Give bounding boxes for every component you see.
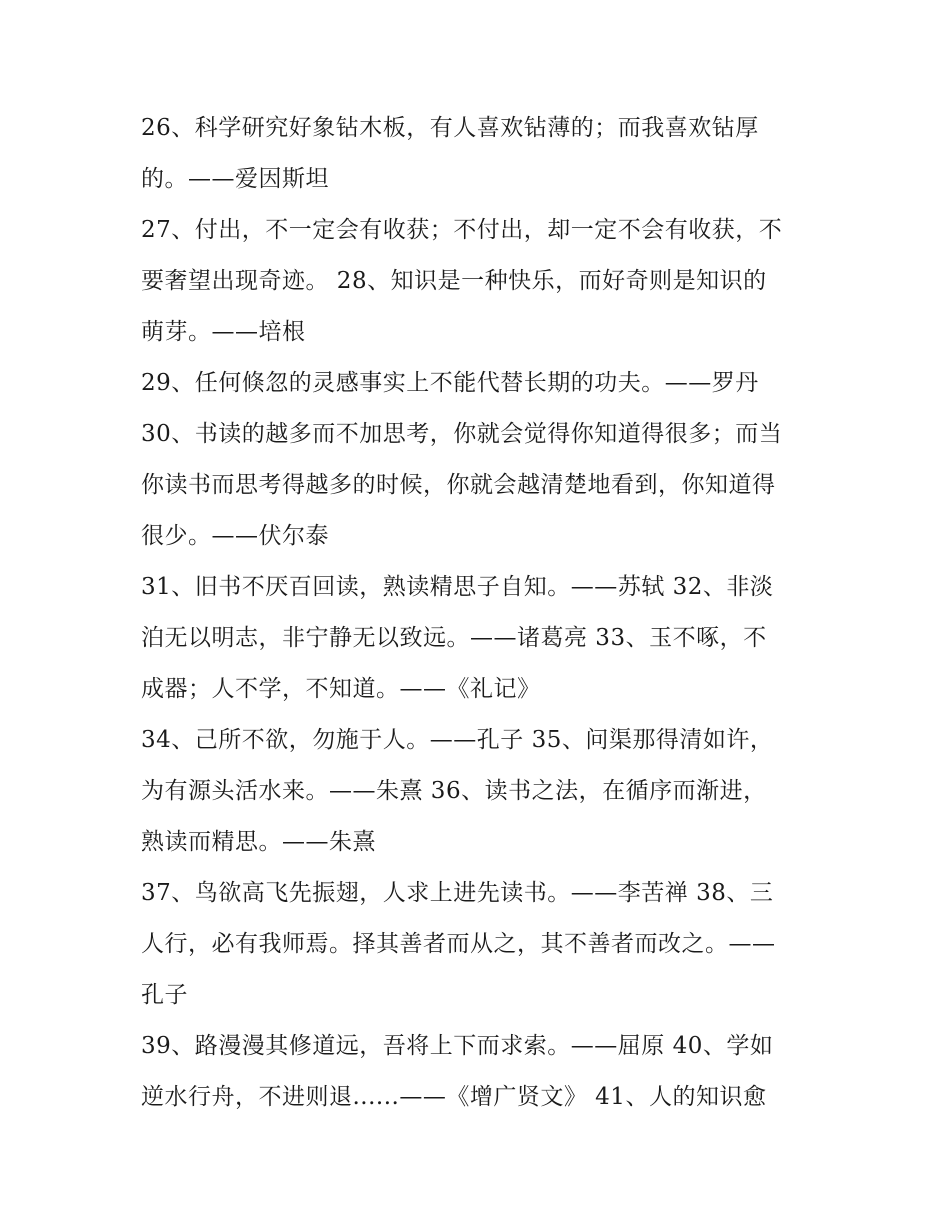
text-line: 人行，必有我师焉。择其善者而从之，其不善者而改之。—— (141, 931, 776, 957)
text-line: 27、付出，不一定会有收获；不付出，却一定不会有收获，不 (141, 217, 783, 243)
text-line: 逆水行舟，不进则退......——《增广贤文》 41、人的知识愈 (141, 1084, 767, 1110)
text-line: 成器；人不学，不知道。——《礼记》 (141, 676, 541, 702)
text-line: 为有源头活水来。——朱熹 36、读书之法，在循序而渐进， (141, 778, 767, 804)
text-line: 孔子 (141, 982, 188, 1008)
text-line: 34、己所不欲，勿施于人。——孔子 35、问渠那得清如许， (141, 727, 774, 753)
text-line: 泊无以明志，非宁静无以致远。——诸葛亮 33、玉不啄，不 (141, 625, 767, 651)
text-line: 37、鸟欲高飞先振翅，人求上进先读书。——李苦禅 38、三 (141, 880, 774, 906)
text-line: 29、任何倏忽的灵感事实上不能代替长期的功夫。——罗丹 (141, 370, 759, 396)
text-line: 的。——爱因斯坦 (141, 166, 329, 192)
text-line: 要奢望出现奇迹。 28、知识是一种快乐，而好奇则是知识的 (141, 268, 767, 294)
text-line: 萌芽。——培根 (141, 319, 306, 345)
text-line: 很少。——伏尔泰 (141, 523, 329, 549)
text-line: 熟读而精思。——朱熹 (141, 829, 376, 855)
text-line: 31、旧书不厌百回读，熟读精思子自知。——苏轼 32、非淡 (141, 574, 774, 600)
quote-text-block (141, 103, 821, 1123)
text-line: 30、书读的越多而不加思考，你就会觉得你知道得很多；而当 (141, 421, 783, 447)
text-line: 39、路漫漫其修道远，吾将上下而求索。——屈原 40、学如 (141, 1033, 774, 1059)
text-line: 你读书而思考得越多的时候，你就会越清楚地看到，你知道得 (141, 472, 776, 498)
text-line: 26、科学研究好象钻木板，有人喜欢钻薄的；而我喜欢钻厚 (141, 115, 759, 141)
